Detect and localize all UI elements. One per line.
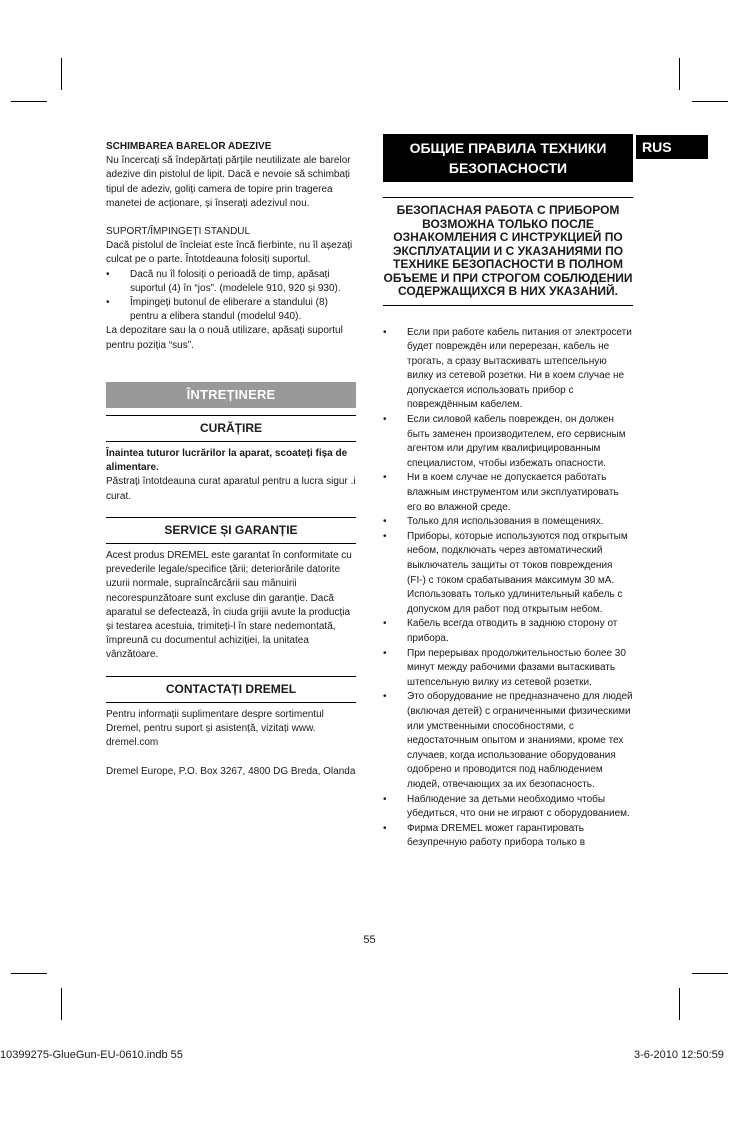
address: Dremel Europe, P.O. Box 3267, 4800 DG Breda, Olanda (106, 765, 356, 777)
barel-title: SCHIMBAREA BARELOR ADEZIVE (106, 141, 272, 152)
crop-mark (692, 973, 728, 974)
list-item: • Фирма DREMEL может гарантировать безупречную работу прибора только в (383, 822, 633, 851)
service-text: Acest produs DREMEL este garantat în conformitate cu prevederile legale/specifice țării; deteriorările datorite uzurii normale, supraîncărcării sau mânuirii necorespunzătoare sunt excluse din garanție. Dacă aparatul se defectează, în ciuda grijii avute la producția și testarea acestuia, trimiteți-l în stare nedemontată, împreună cu documentul achiziției, la unitatea vânzătoare. (106, 550, 352, 661)
safety-notice: БЕЗОПАСНАЯ РАБОТА С ПРИБОРОМ ВОЗМОЖНА ТОЛЬКО ПОСЛЕ ОЗНАКОМЛЕНИЯ С ИНСТРУКЦИЕЙ ПО ЭКСПЛУАТАЦИИ И С УКАЗАНИЯМИ ПО ТЕХНИКЕ БЕЗОПАСНОСТИ В ПОЛНОМ ОБЪЕМЕ И ПРИ СТРОГОМ СОБЛЮДЕНИИ СОДЕРЖАЩИХСЯ В НИХ УКАЗАНИЙ. (383, 197, 633, 306)
language-tag: RUS (636, 135, 708, 159)
list-item: • Приборы, которые используются под открытым небом, подключать через автоматический выключатель защиты от токов повреждения (FI-) с током срабатывания максимум 30 мА. Использовать только удлинительный кабель с допуском для работ под открытым небом. (383, 530, 633, 618)
list-item: • Ни в коем случае не допускается работать влажным инструментом или эксплуатировать его во влажной среде. (383, 471, 633, 515)
list-item: • Только для использования в помещениях. (383, 515, 633, 530)
suport-after: La depozitare sau la o nouă utilizare, apăsați suportul pentru poziția “sus”. (106, 325, 343, 351)
barel-text: Nu încercați să îndepărtați părțile neutilizate ale barelor adezive din pistolul de lipit. Dacă e nevoie să schimbați tipul de adeziv, goliți camera de topire prin tragerea manetei de acționare, și înserați adezivul nou. (106, 155, 351, 209)
intretinere-heading: ÎNTREȚINERE (106, 382, 356, 408)
rus-bullet-list (383, 326, 633, 851)
footer-file: 10399275-GlueGun-EU-0610.indb 55 (0, 1049, 183, 1061)
list-item: • Если при работе кабель питания от электросети будет повреждён или перерезан, кабель не трогать, а сразу вытаскивать штепсельную вилку из сетевой розетки. Ни в коем случае не допускается использовать прибор с повреждённым кабелем. (383, 326, 633, 414)
footer-date: 3-6-2010 12:50:59 (634, 1049, 724, 1061)
curatire-heading: CURĂȚIRE (106, 415, 356, 442)
list-item: • Dacă nu îl folosiți o perioadă de timp, apăsați suportul (4) în “jos”. (modelele 910, 920 și 930). (106, 268, 356, 296)
curatire-text: Păstrați întotdeauna curat aparatul pentru a lucra sigur .i curat. (106, 476, 356, 502)
crop-mark (11, 101, 47, 102)
page-number: 55 (363, 934, 376, 946)
crop-mark (61, 988, 62, 1020)
list-item: • Кабель всегда отводить в заднюю сторону от прибора. (383, 617, 633, 646)
crop-mark (61, 58, 62, 90)
rus-title: ОБЩИЕ ПРАВИЛА ТЕХНИКИ БЕЗОПАСНОСТИ (383, 134, 633, 182)
list-item: • При перерывах продолжительностью более 30 минут между рабочими фазами вытаскивать штепсельную вилку из сетевой розетки. (383, 647, 633, 691)
crop-mark (692, 101, 728, 102)
contact-text: Pentru informații suplimentare despre sortimentul Dremel, pentru suport și asistență, vizitați www. dremel.com (106, 708, 324, 749)
list-item: • Împingeți butonul de eliberare a standului (8) pentru a elibera standul (modelul 940). (106, 296, 356, 324)
suport-title: SUPORT/ÎMPINGEȚI STANDUL (106, 226, 251, 238)
crop-mark (679, 58, 680, 90)
curatire-bold: Înaintea tuturor lucrărilor la aparat, scoateți fișa de alimentare. (106, 448, 348, 474)
suport-text: Dacă pistolul de încleiat este încă fierbinte, nu îl așezați culcat pe o parte. Întotdeauna folosiți suportul. (106, 240, 353, 266)
crop-mark (11, 973, 47, 974)
right-column (383, 134, 633, 851)
service-heading: SERVICE ȘI GARANȚIE (106, 517, 356, 544)
left-column (106, 140, 356, 779)
list-item: • Наблюдение за детьми необходимо чтобы убедиться, что они не играют с оборудованием. (383, 793, 633, 822)
list-item: • Это оборудование не предназначено для людей (включая детей) с ограниченными физическими или умственными способностями, с недостаточным опытом и знаниями, кроме тех случаев, когда использование оборудования одобрено и проводится под наблюдением людей, отвечающих за их безопасность. (383, 690, 633, 792)
crop-mark (679, 988, 680, 1020)
suport-list (106, 268, 356, 325)
list-item: • Если силовой кабель поврежден, он должен быть заменен производителем, его сервисным агентом или другим квалифицированным специалистом, чтобы избежать опасности. (383, 413, 633, 471)
contact-heading: CONTACTAȚI DREMEL (106, 676, 356, 703)
